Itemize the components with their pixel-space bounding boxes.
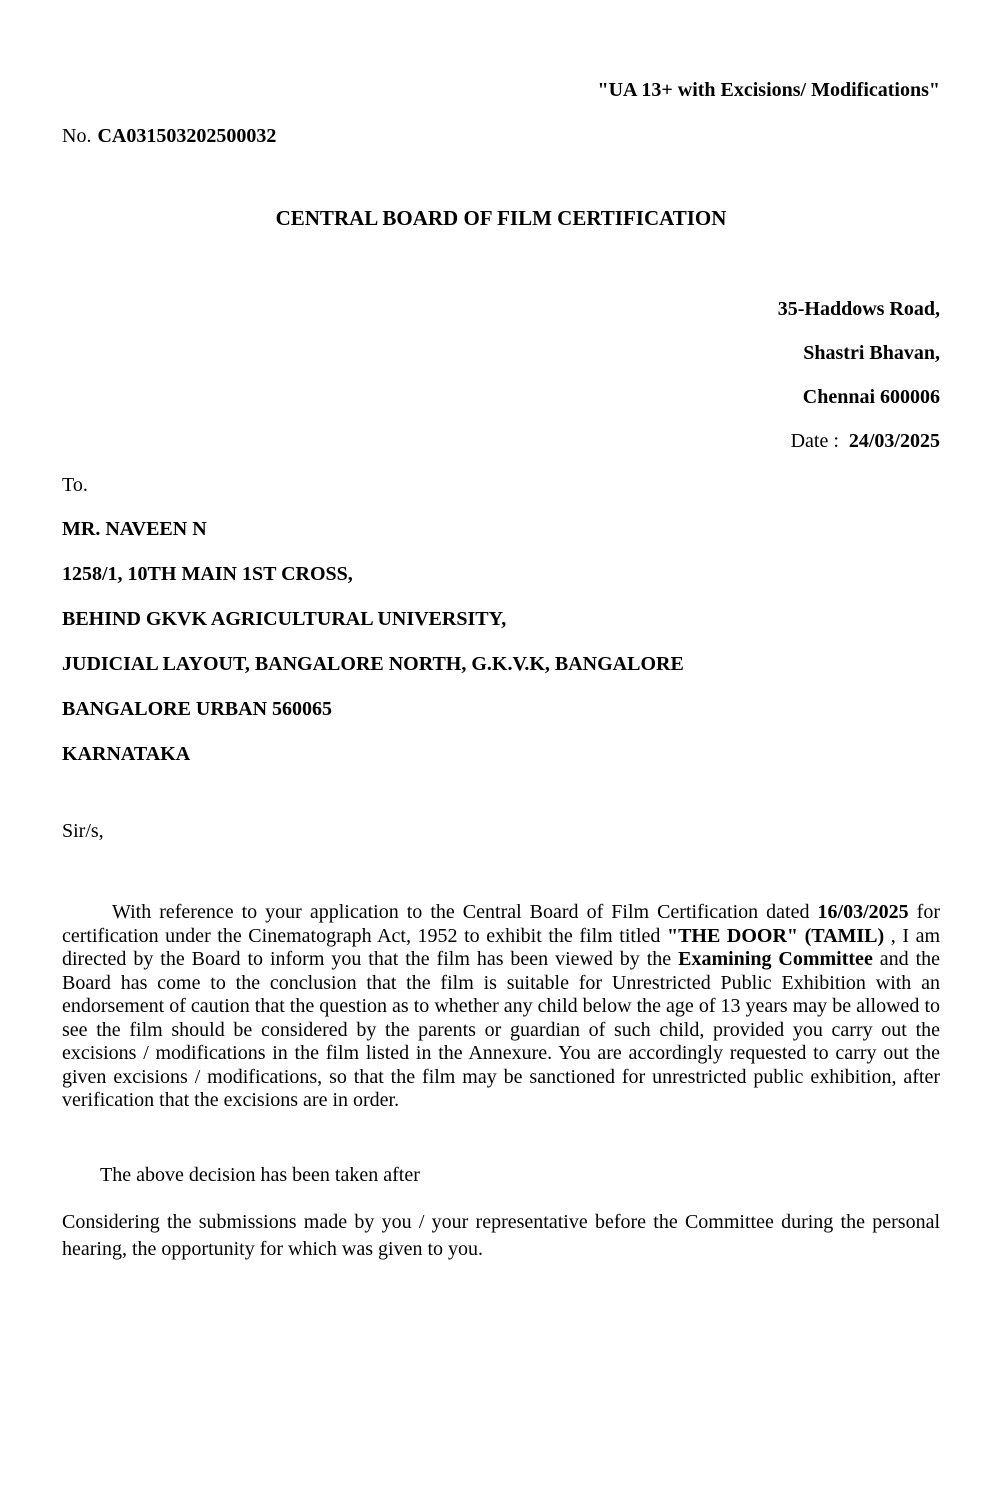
- decision-line: The above decision has been taken after: [100, 1163, 420, 1186]
- office-address-line: 35-Haddows Road,: [777, 298, 940, 321]
- salutation: Sir/s,: [62, 820, 104, 843]
- body-paragraph: With reference to your application to the Central Board of Film Certification dated 16/03/2025 for certification under the Cinematograph Act, 1952 to exhibit the film titled "THE DOOR" (TAMIL) , I am directed by the Board to inform you that the film has been viewed by the Examining Committee and the Board has come to the conclusion that the film is suitable for Unrestricted Public Exhibition with an endorsement of caution that the question as to whether any child below the age of 13 years may be allowed to see the film should be considered by the parents or guardian of such child, provided you carry out the excisions / modifications in the film listed in the Annexure. You are accordingly requested to carry out the given excisions / modifications, so that the film may be sanctioned for unrestricted public exhibition, after verification that the excisions are in order.: [62, 901, 941, 1112]
- recipient-name: MR. NAVEEN N: [62, 518, 207, 541]
- recipient-address-block: [62, 507, 940, 777]
- letter-page: [0, 78, 1000, 1493]
- organization-title: CENTRAL BOARD OF FILM CERTIFICATION: [275, 206, 727, 230]
- date-label: Date :: [790, 430, 839, 453]
- recipient-address-line: 1258/1, 10TH MAIN 1ST CROSS,: [62, 563, 353, 586]
- office-address-line: Shastri Bhavan,: [803, 342, 940, 365]
- date-line: [62, 419, 940, 463]
- office-address-block: [62, 287, 940, 463]
- closing-paragraph: Considering the submissions made by you / your representative before the Committee during the personal hearing, the opportunity for which was given to you.: [62, 1210, 940, 1260]
- reference-line: [62, 124, 940, 148]
- office-address-line: Chennai 600006: [802, 386, 940, 409]
- recipient-address-line: BANGALORE URBAN 560065: [62, 698, 333, 721]
- reference-number: CA031503202500032: [97, 125, 277, 147]
- reference-label: No.: [62, 125, 92, 147]
- date-value: 24/03/2025: [848, 430, 940, 453]
- classification-heading: "UA 13+ with Excisions/ Modifications": [597, 79, 940, 101]
- recipient-address-line: BEHIND GKVK AGRICULTURAL UNIVERSITY,: [62, 608, 507, 631]
- to-label: To.: [62, 474, 88, 497]
- recipient-address-line: JUDICIAL LAYOUT, BANGALORE NORTH, G.K.V.K, BANGALORE: [62, 653, 684, 676]
- recipient-address-line: KARNATAKA: [62, 743, 191, 766]
